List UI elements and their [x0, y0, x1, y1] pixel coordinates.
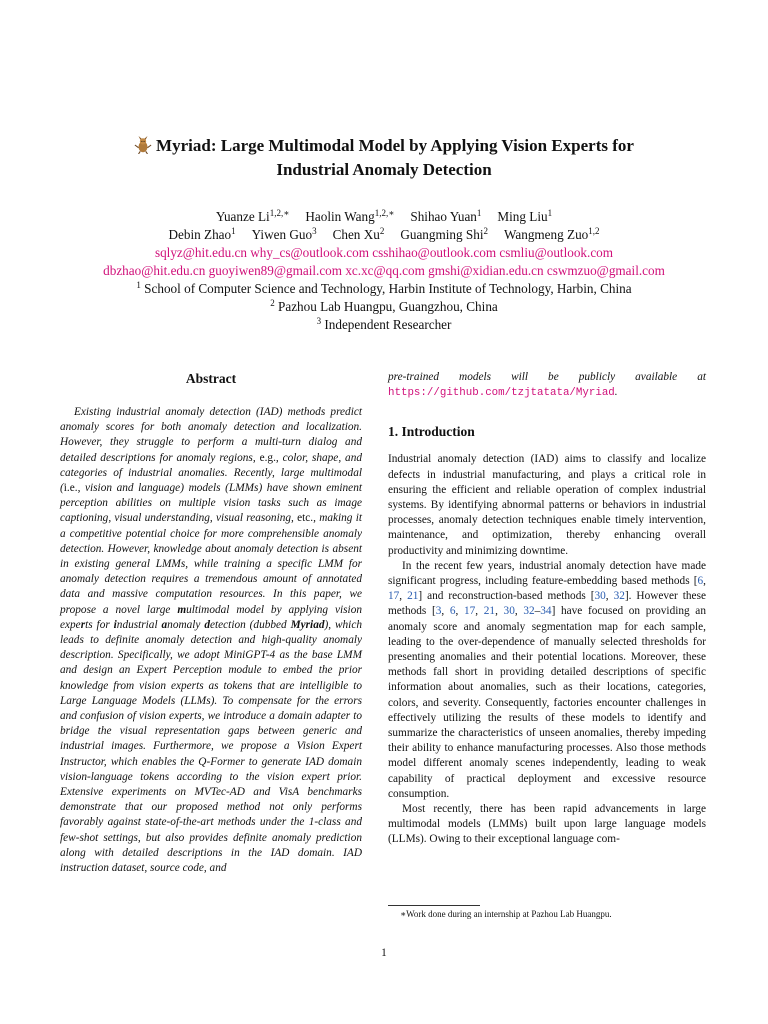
- citation-link[interactable]: 30: [503, 605, 515, 618]
- author-name: Debin Zhao: [168, 227, 232, 242]
- intro-paragraph-1: Industrial anomaly detection (IAD) aims to classify and localize defects in industrial manufacturing, and plays a critical role in ensuring the efficient and reliable operation of complex industrial systems. By identifying abnormal patterns or behaviors in industrial processes, anomaly detection techniques enable timely intervention, maintenance, and optimization, thereby enhancing overall productivity and minimizing downtime.: [388, 453, 706, 557]
- affiliation-3: $^3$ Independent Researcher: [316, 316, 452, 332]
- citation-link[interactable]: 3: [435, 605, 442, 618]
- affiliation-2: $^2$ Pazhou Lab Huangpu, Guangzhou, China: [270, 298, 498, 314]
- github-link[interactable]: https://github.com/tzjtatata/Myriad: [388, 387, 615, 400]
- citation-link[interactable]: 32: [523, 605, 535, 618]
- author-name: Haolin Wang: [305, 209, 375, 224]
- author-affiliation-mark: 1: [547, 208, 553, 218]
- author-affiliation-mark: 2: [379, 226, 385, 236]
- author-name: Yuanze Li: [215, 209, 270, 224]
- author-name: Chen Xu: [332, 227, 380, 242]
- author-affiliation-mark: 1: [231, 226, 236, 236]
- author-name: Wangmeng Zuo: [503, 227, 589, 242]
- author-name: Yiwen Guo: [251, 227, 313, 242]
- right-column: [388, 370, 706, 848]
- paper-title: [0, 134, 768, 182]
- citation-link[interactable]: 6: [697, 575, 704, 588]
- citation-link[interactable]: 21: [483, 605, 496, 618]
- author-affiliation-mark: 1: [476, 208, 482, 218]
- citation-link[interactable]: 30: [594, 590, 606, 603]
- citation-link[interactable]: 17: [388, 590, 400, 603]
- myriad-logo-icon: [134, 136, 152, 154]
- page-number: 1: [381, 947, 387, 959]
- author-name: Shihao Yuan: [410, 209, 477, 224]
- author-name: Guangming Shi: [400, 227, 484, 242]
- abstract-heading: Abstract: [185, 371, 237, 386]
- author-affiliation-mark: 1,2: [588, 226, 600, 236]
- abstract-body: Existing industrial anomaly detection (IAD) methods predict anomaly scores for both anomaly detection and localization. However, they struggle to perform a multi-turn dialog and detailed descriptions for anomaly regions, e.g., color, shape, and categories of industrial anomalies. Recently, large multimodal (i.e., vision and language) models (LMMs) have shown eminent perception abilities on multiple vision tasks such as image captioning, visual understanding, visual reasoning, etc., making it a competitive potential choice for more comprehensible anomaly detection. However, knowledge about anomaly detection is absent in existing general LMMs, while training a specific LMM for anomaly detection requires a tremendous amount of annotated data and massive computation resources. In this paper, we propose a novel large multimodal model by applying vision experts for industrial anomaly detection (dubbed Myriad), which leads to definite anomaly detection and high-quality anomaly description. Specifically, we adopt MiniGPT-4 as the base LMM and design an Expert Perception module to embed the prior knowledge from vision experts as tokens that are intelligible to Large Language Models (LLMs). To compensate for the errors and confusion of vision experts, we introduce a domain adapter to bridge the visual representation gaps between generic and industrial images. Furthermore, we propose a Vision Expert Instructor, which enables the Q-Former to generate IAD domain vision-language tokens according to the vision expert prior. Extensive experiments on MVTec-AD and VisA benchmarks demonstrate that our proposed method not only performs favorably against state-of-the-art methods under the 1-class and few-shot settings, but also provides definite anomaly prediction along with detailed descriptions in the IAD domain. IAD instruction dataset, source code, and: [60, 406, 362, 875]
- title-line-1: Myriad: Large Multimodal Model by Applying Vision Experts for: [156, 136, 634, 155]
- intro-paragraph-2: In the recent few years, industrial anomaly detection have made significant progress, including feature-embedding based methods [6, 17, 21] and reconstruction-based methods [30, 32]. However these methods [3, 6, 17, 21, 30, 32–34] have focused on providing an anomaly score and anomaly segmentation map for each sample, leading to the over-dependence of manually selected thresholds for presenting anomalies and their potential locations. Moreover, these methods fall short in providing detailed descriptions of specific information about anomalies, such as their locations, categories, colors, and severity. Consequently, factories encounter challenges in effectively utilizing the results of these models to identify and summarize the characteristics of unseen anomalies, thereby impeding their ability to enhance manufacturing processes. Also those methods model different anomaly scenes independently, leading to weak capability of practical deployment and excessive resource consumption.: [388, 559, 706, 800]
- intro-paragraph-3: Most recently, there has been rapid advancements in large multimodal models (LMMs) built upon large language models (LLMs). Owing to their exceptional language com-: [388, 803, 706, 846]
- author-affiliation-mark: 3: [312, 226, 317, 236]
- footnote: ∗Work done during an internship at Pazhou Lab Huangpu.: [400, 909, 612, 919]
- footnote-rule: [388, 905, 480, 906]
- email-line-1[interactable]: sqlyz@hit.edu.cn why_cs@outlook.com csshihao@outlook.com csmliu@outlook.com: [154, 245, 614, 260]
- citation-link[interactable]: 17: [463, 605, 476, 618]
- author-affiliation-mark: 2: [483, 226, 488, 236]
- citation-link[interactable]: 32: [613, 590, 625, 603]
- citation-link[interactable]: 34: [540, 605, 552, 618]
- abstract-continuation: pre-trained models will be publicly available at https://github.com/tzjtatata/Myriad.: [388, 371, 706, 400]
- citation-link[interactable]: 21: [407, 590, 419, 603]
- section-heading-introduction: 1. Introduction: [388, 424, 475, 440]
- title-line-2: Industrial Anomaly Detection: [276, 160, 492, 179]
- author-affiliation-mark: 1,2,∗: [269, 208, 290, 218]
- email-line-2[interactable]: dbzhao@hit.edu.cn guoyiwen89@gmail.com xc.xc@qq.com gmshi@xidian.edu.cn cswmzuo@gmail.com: [103, 263, 665, 278]
- author-affiliation-mark: 1,2,∗: [374, 208, 395, 218]
- affiliation-1: $^1$ School of Computer Science and Technology, Harbin Institute of Technology, Harbin, China: [136, 280, 632, 296]
- author-row-1: [0, 208, 768, 226]
- author-block: [0, 208, 768, 334]
- left-column: [60, 370, 362, 876]
- author-row-2: [0, 226, 768, 244]
- citation-link[interactable]: 6: [449, 605, 456, 618]
- author-name: Ming Liu: [497, 209, 548, 224]
